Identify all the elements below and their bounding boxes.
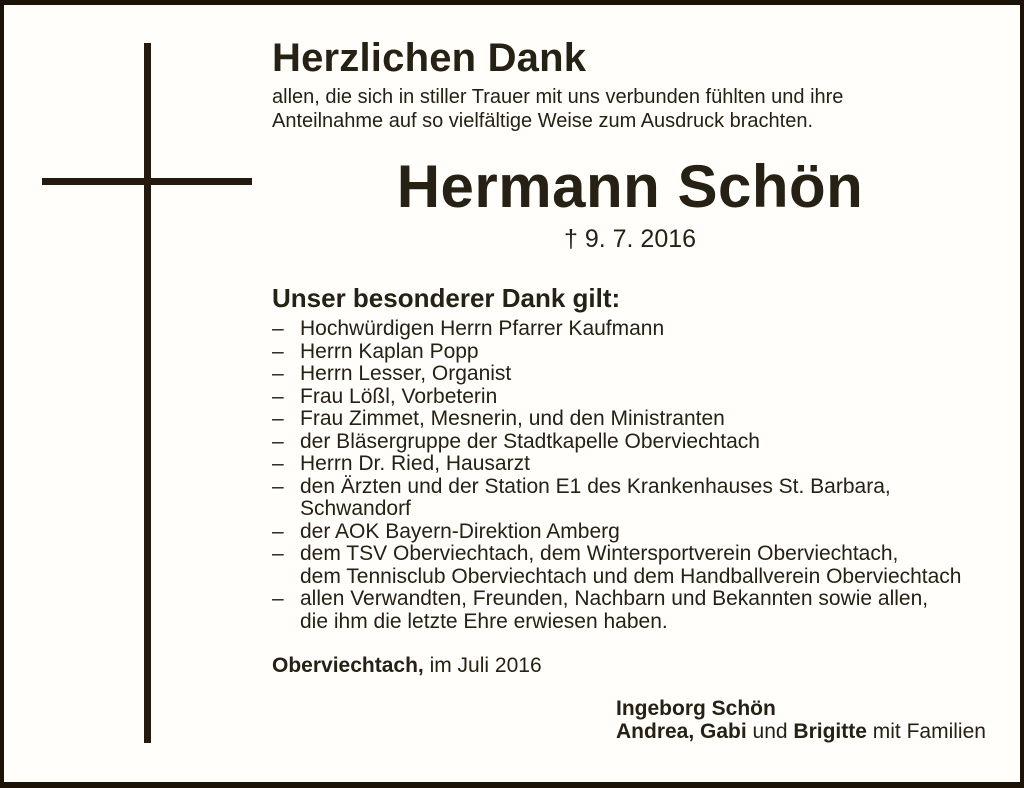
list-item-text: Frau Lößl, Vorbeterin bbox=[300, 384, 498, 408]
list-item bbox=[272, 408, 984, 431]
list-item-text: Herrn Dr. Ried, Hausarzt bbox=[300, 452, 530, 475]
list-item bbox=[272, 588, 984, 633]
intro-paragraph bbox=[272, 85, 932, 133]
list-item bbox=[272, 476, 984, 521]
list-item-text: Schwandorf bbox=[300, 497, 411, 520]
signature-suffix: mit Familien bbox=[866, 720, 986, 743]
place-name: Oberviechtach, bbox=[272, 654, 424, 677]
list-item bbox=[272, 521, 984, 544]
page-title: Herzlichen Dank bbox=[272, 36, 587, 80]
signature-name: Andrea, Gabi bbox=[616, 720, 747, 743]
list-item bbox=[272, 453, 984, 476]
list-item-text: der Bläsergruppe der Stadtkapelle Oberviechtach bbox=[300, 429, 760, 453]
list-item bbox=[272, 431, 984, 454]
date-text: im Juli 2016 bbox=[423, 654, 542, 677]
dash-bullet: – bbox=[272, 384, 284, 408]
list-item-text: Frau Zimmet, Mesnerin, und den Ministranten bbox=[300, 407, 725, 430]
list-item-text: Herrn Kaplan Popp bbox=[300, 339, 479, 363]
list-item bbox=[272, 386, 984, 409]
list-item-text: Hochwürdigen Herrn Pfarrer Kaufmann bbox=[300, 317, 665, 340]
list-item-text: Herrn Lesser, Organist bbox=[300, 362, 512, 385]
list-item bbox=[272, 363, 984, 386]
thanks-heading: Unser besonderer Dank gilt: bbox=[272, 283, 621, 313]
list-item bbox=[272, 341, 984, 364]
dash-bullet: – bbox=[272, 519, 284, 543]
dash-bullet: – bbox=[272, 362, 284, 385]
list-item-text: allen Verwandten, Freunden, Nachbarn und Bekannten sowie allen, bbox=[300, 587, 929, 610]
list-item-text: dem Tennisclub Oberviechtach und dem Handballverein Oberviechtach bbox=[300, 564, 962, 588]
dash-bullet: – bbox=[272, 452, 284, 475]
dash-bullet: – bbox=[272, 429, 284, 453]
intro-line: Anteilnahme auf so vielfältige Weise zum Ausdruck brachten. bbox=[272, 110, 814, 132]
dash-bullet: – bbox=[272, 542, 284, 565]
deceased-name: Hermann Schön bbox=[396, 153, 864, 220]
list-item-text: dem TSV Oberviechtach, dem Wintersportverein Oberviechtach, bbox=[300, 542, 899, 565]
intro-line: allen, die sich in stiller Trauer mit uns verbunden fühlten und ihre bbox=[272, 86, 844, 108]
dash-bullet: – bbox=[272, 317, 284, 340]
signature-children bbox=[616, 720, 986, 743]
signature-widow: Ingeborg Schön bbox=[616, 697, 776, 720]
dash-bullet: – bbox=[272, 587, 284, 610]
signature-block bbox=[616, 697, 986, 743]
death-date: † 9. 7. 2016 bbox=[563, 225, 697, 253]
deceased-name-block bbox=[272, 153, 988, 220]
signature-connector: und bbox=[746, 720, 794, 743]
list-item-text: den Ärzten und der Station E1 des Krankenhauses St. Barbara, bbox=[300, 474, 891, 498]
cross-vertical-bar bbox=[144, 43, 151, 743]
signature-name: Brigitte bbox=[793, 720, 867, 743]
place-date-line bbox=[272, 655, 542, 677]
list-item-text: der AOK Bayern-Direktion Amberg bbox=[300, 519, 620, 543]
cross-horizontal-bar bbox=[42, 178, 252, 185]
list-item-text: die ihm die letzte Ehre erwiesen haben. bbox=[300, 609, 668, 633]
thanks-list bbox=[272, 318, 984, 633]
list-item bbox=[272, 318, 984, 341]
dash-bullet: – bbox=[272, 407, 284, 430]
list-item bbox=[272, 543, 984, 588]
dash-bullet: – bbox=[272, 474, 284, 498]
dash-bullet: – bbox=[272, 339, 284, 363]
